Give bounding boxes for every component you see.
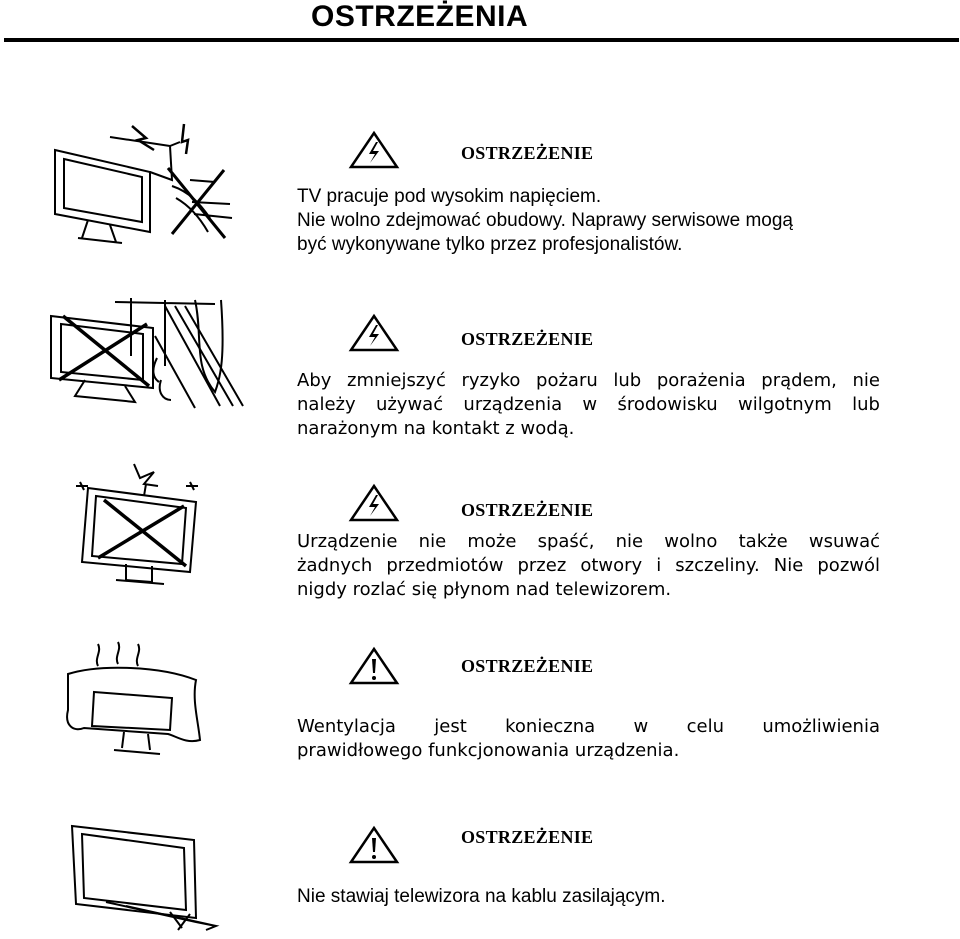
- tv-water-illustration: [45, 296, 245, 416]
- warning-label: OSTRZEŻENIE: [461, 143, 594, 163]
- warning-line: żadnych przedmiotów przez otwory i szczeliny. Nie pozwól: [297, 555, 880, 576]
- warning-line: należy używać urządzenia w środowisku wilgotnym lub: [297, 394, 880, 415]
- tv-on-cable-illustration: [66, 822, 226, 932]
- warning-label: OSTRZEŻENIE: [461, 500, 594, 520]
- warning-line: Urządzenie nie może spaść, nie wolno także wsuwać: [297, 531, 880, 552]
- tv-falling-objects-illustration: [60, 462, 210, 592]
- warning-text: [297, 885, 880, 909]
- warning-label: OSTRZEŻENIE: [461, 329, 594, 349]
- exclamation-icon: [348, 646, 400, 686]
- warning-line: Aby zmniejszyć ryzyko pożaru lub porażenia prądem, nie: [297, 370, 880, 391]
- warning-line: Nie wolno zdejmować obudowy. Naprawy serwisowe mogą: [297, 210, 793, 231]
- warning-line: Nie stawiaj telewizora na kablu zasilającym.: [297, 886, 666, 907]
- warning-line: nigdy rozlać się płynom nad telewizorem.: [297, 579, 672, 600]
- warning-line: być wykonywane tylko przez profesjonalistów.: [297, 234, 683, 255]
- high-voltage-icon: [348, 313, 400, 353]
- high-voltage-icon: [348, 483, 400, 523]
- warning-text: [297, 185, 880, 257]
- warning-line: narażonym na kontakt z wodą.: [297, 418, 575, 439]
- warning-label: OSTRZEŻENIE: [461, 827, 594, 847]
- title-divider: [4, 38, 959, 42]
- tv-covered-illustration: [60, 640, 210, 765]
- warning-label: OSTRZEŻENIE: [461, 656, 594, 676]
- warning-line: TV pracuje pod wysokim napięciem.: [297, 186, 602, 207]
- tv-opened-casing-illustration: [50, 122, 240, 247]
- warning-text: [297, 715, 880, 763]
- page-title: OSTRZEŻENIA: [311, 0, 529, 33]
- warning-text: [297, 369, 880, 441]
- high-voltage-icon: [348, 130, 400, 170]
- warning-line: Wentylacja jest konieczna w celu umożliwienia: [297, 716, 880, 737]
- exclamation-icon: [348, 825, 400, 865]
- warning-text: [297, 530, 880, 602]
- warning-line: prawidłowego funkcjonowania urządzenia.: [297, 740, 680, 761]
